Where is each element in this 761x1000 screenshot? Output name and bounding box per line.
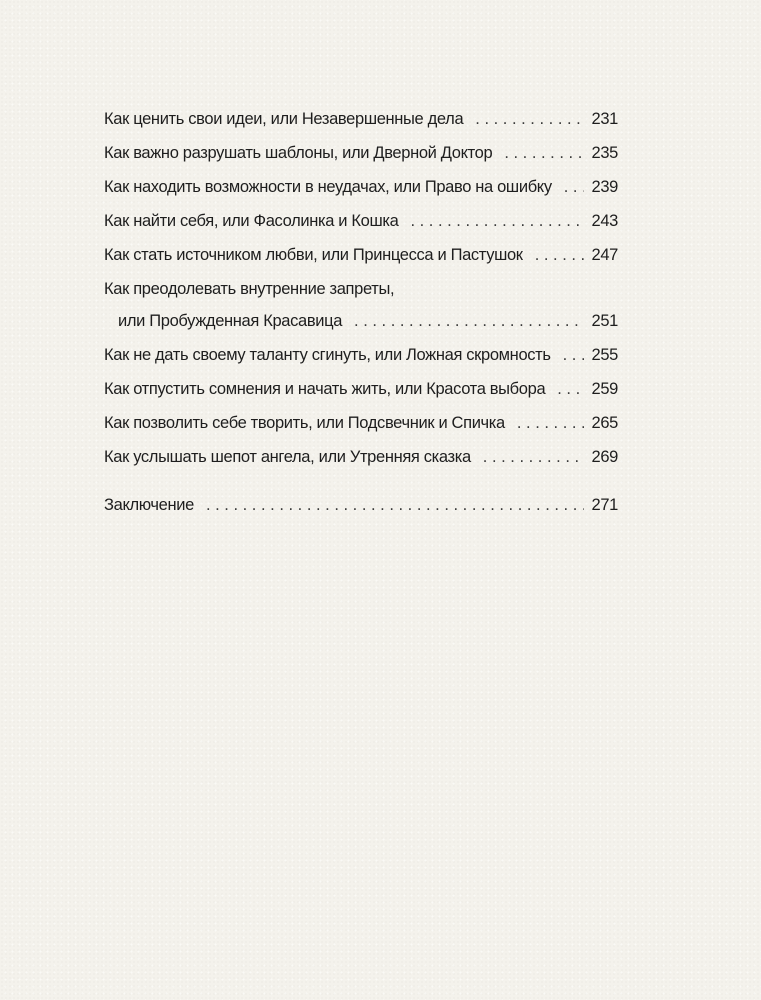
dot-leader	[535, 244, 584, 266]
toc-entry-page: 259	[591, 380, 618, 398]
toc-entry-page: 231	[591, 110, 618, 128]
toc-entry-title: Как стать источником любви, или Принцесса и Пастушок	[104, 246, 523, 264]
toc-entry-title: Как найти себя, или Фасолинка и Кошка	[104, 212, 399, 230]
toc-entry-title: Как важно разрушать шаблоны, или Дверной Доктор	[104, 144, 493, 162]
toc-entry-title-line1: Как преодолевать внутренние запреты,	[104, 280, 395, 298]
toc-entry-page: 243	[591, 212, 618, 230]
toc-entry	[104, 142, 618, 164]
toc-conclusion-title: Заключение	[104, 496, 194, 514]
dot-leader	[483, 446, 584, 468]
toc-entry	[104, 176, 618, 198]
dot-leader	[517, 412, 584, 434]
toc-entry	[104, 446, 618, 468]
toc-entry	[104, 412, 618, 434]
toc-entry-title: Как находить возможности в неудачах, или Право на ошибку	[104, 178, 552, 196]
dot-leader	[563, 344, 584, 366]
toc-entry	[104, 278, 618, 332]
dot-leader	[410, 210, 583, 232]
table-of-contents	[104, 108, 618, 528]
toc-entry-line2	[104, 310, 618, 332]
dot-leader	[557, 378, 583, 400]
toc-entry-page: 251	[591, 312, 618, 330]
dot-leader	[354, 310, 583, 332]
toc-entry-title: Как отпустить сомнения и начать жить, или Красота выбора	[104, 380, 546, 398]
toc-conclusion-page: 271	[591, 496, 618, 514]
toc-entry-title-line2: или Пробужденная Красавица	[118, 312, 343, 330]
toc-entry-page: 235	[591, 144, 618, 162]
toc-entry-title: Как позволить себе творить, или Подсвечник и Спичка	[104, 414, 505, 432]
dot-leader	[504, 142, 583, 164]
toc-entry-page: 269	[591, 448, 618, 466]
toc-entry	[104, 244, 618, 266]
toc-entry	[104, 108, 618, 130]
toc-entry-title: Как ценить свои идеи, или Незавершенные дела	[104, 110, 464, 128]
toc-entry	[104, 344, 618, 366]
toc-entry	[104, 378, 618, 400]
dot-leader	[206, 494, 584, 516]
dot-leader	[475, 108, 583, 130]
toc-entry	[104, 210, 618, 232]
toc-entry-page: 265	[591, 414, 618, 432]
toc-entry-page: 247	[591, 246, 618, 264]
dot-leader	[564, 176, 584, 198]
toc-entry-title: Как не дать своему таланту сгинуть, или Ложная скромность	[104, 346, 551, 364]
toc-entry-title: Как услышать шепот ангела, или Утренняя сказка	[104, 448, 471, 466]
toc-entry-page: 239	[591, 178, 618, 196]
toc-entry-page: 255	[591, 346, 618, 364]
toc-conclusion	[104, 494, 618, 516]
